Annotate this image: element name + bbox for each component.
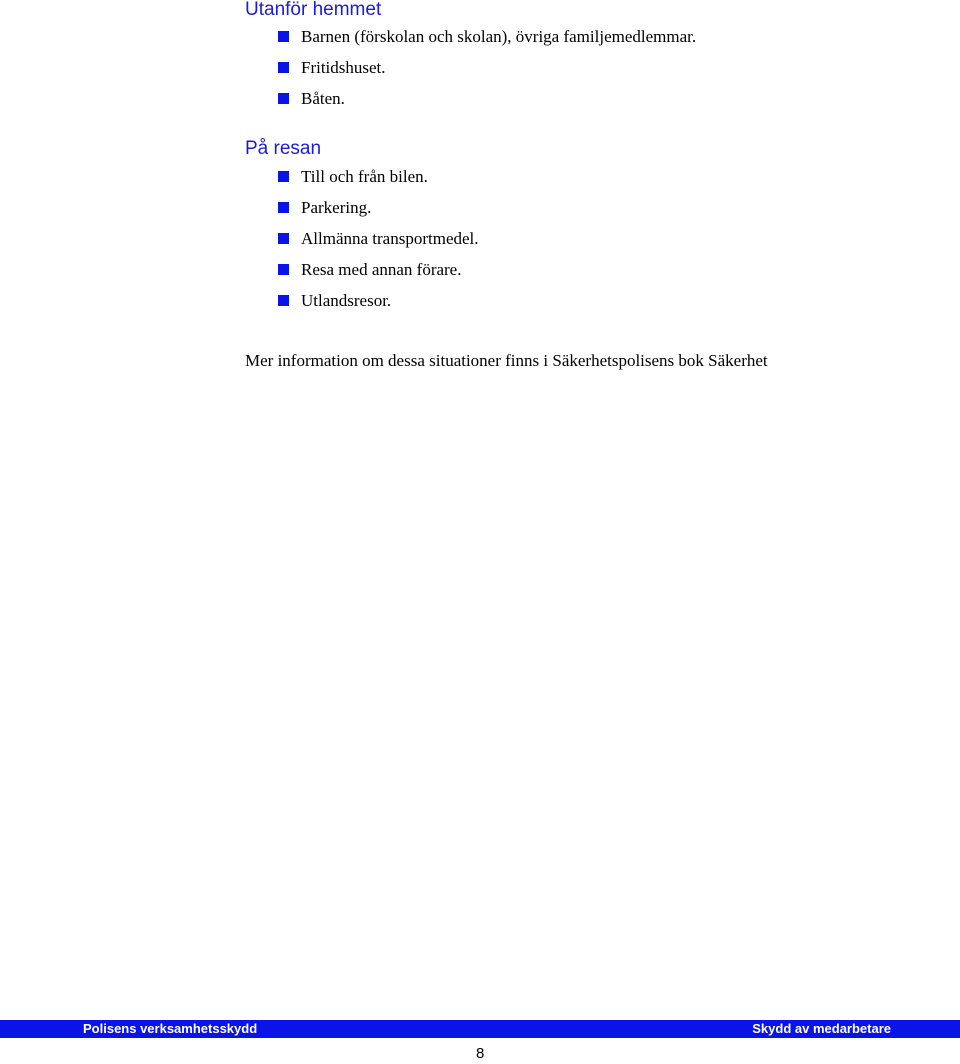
footer-right-title: Skydd av medarbetare <box>752 1021 891 1036</box>
square-bullet-icon <box>278 264 289 275</box>
list-item-text: Båten. <box>301 88 345 108</box>
footer-left-title: Polisens verksamhetsskydd <box>83 1021 258 1036</box>
square-bullet-icon <box>278 171 289 182</box>
list-item <box>278 285 479 316</box>
list-item <box>278 192 479 223</box>
list-item-text: Utlandsresor. <box>301 290 392 310</box>
square-bullet-icon <box>278 31 289 42</box>
list-item <box>278 52 696 83</box>
bullet-list-pa-resan <box>278 161 479 316</box>
square-bullet-icon <box>278 202 289 213</box>
square-bullet-icon <box>278 295 289 306</box>
page-number: 8 <box>476 1045 485 1062</box>
square-bullet-icon <box>278 233 289 244</box>
section-heading-pa-resan: På resan <box>245 138 322 159</box>
list-item <box>278 161 479 192</box>
square-bullet-icon <box>278 62 289 73</box>
list-item-text: Till och från bilen. <box>301 166 428 186</box>
list-item-text: Allmänna transportmedel. <box>301 228 479 248</box>
list-item <box>278 254 479 285</box>
list-item-text: Barnen (förskolan och skolan), övriga familjemedlemmar. <box>301 26 697 46</box>
square-bullet-icon <box>278 93 289 104</box>
list-item <box>278 223 479 254</box>
list-item-text: Parkering. <box>301 197 372 217</box>
section-heading-utanfor-hemmet: Utanför hemmet <box>245 0 382 20</box>
list-item <box>278 21 696 52</box>
list-item-text: Fritidshuset. <box>301 57 386 77</box>
bullet-list-utanfor-hemmet <box>278 21 696 114</box>
body-paragraph: Mer information om dessa situationer finns i Säkerhetspolisens bok Säkerhet <box>245 351 768 370</box>
list-item-text: Resa med annan förare. <box>301 259 462 279</box>
list-item <box>278 83 696 114</box>
